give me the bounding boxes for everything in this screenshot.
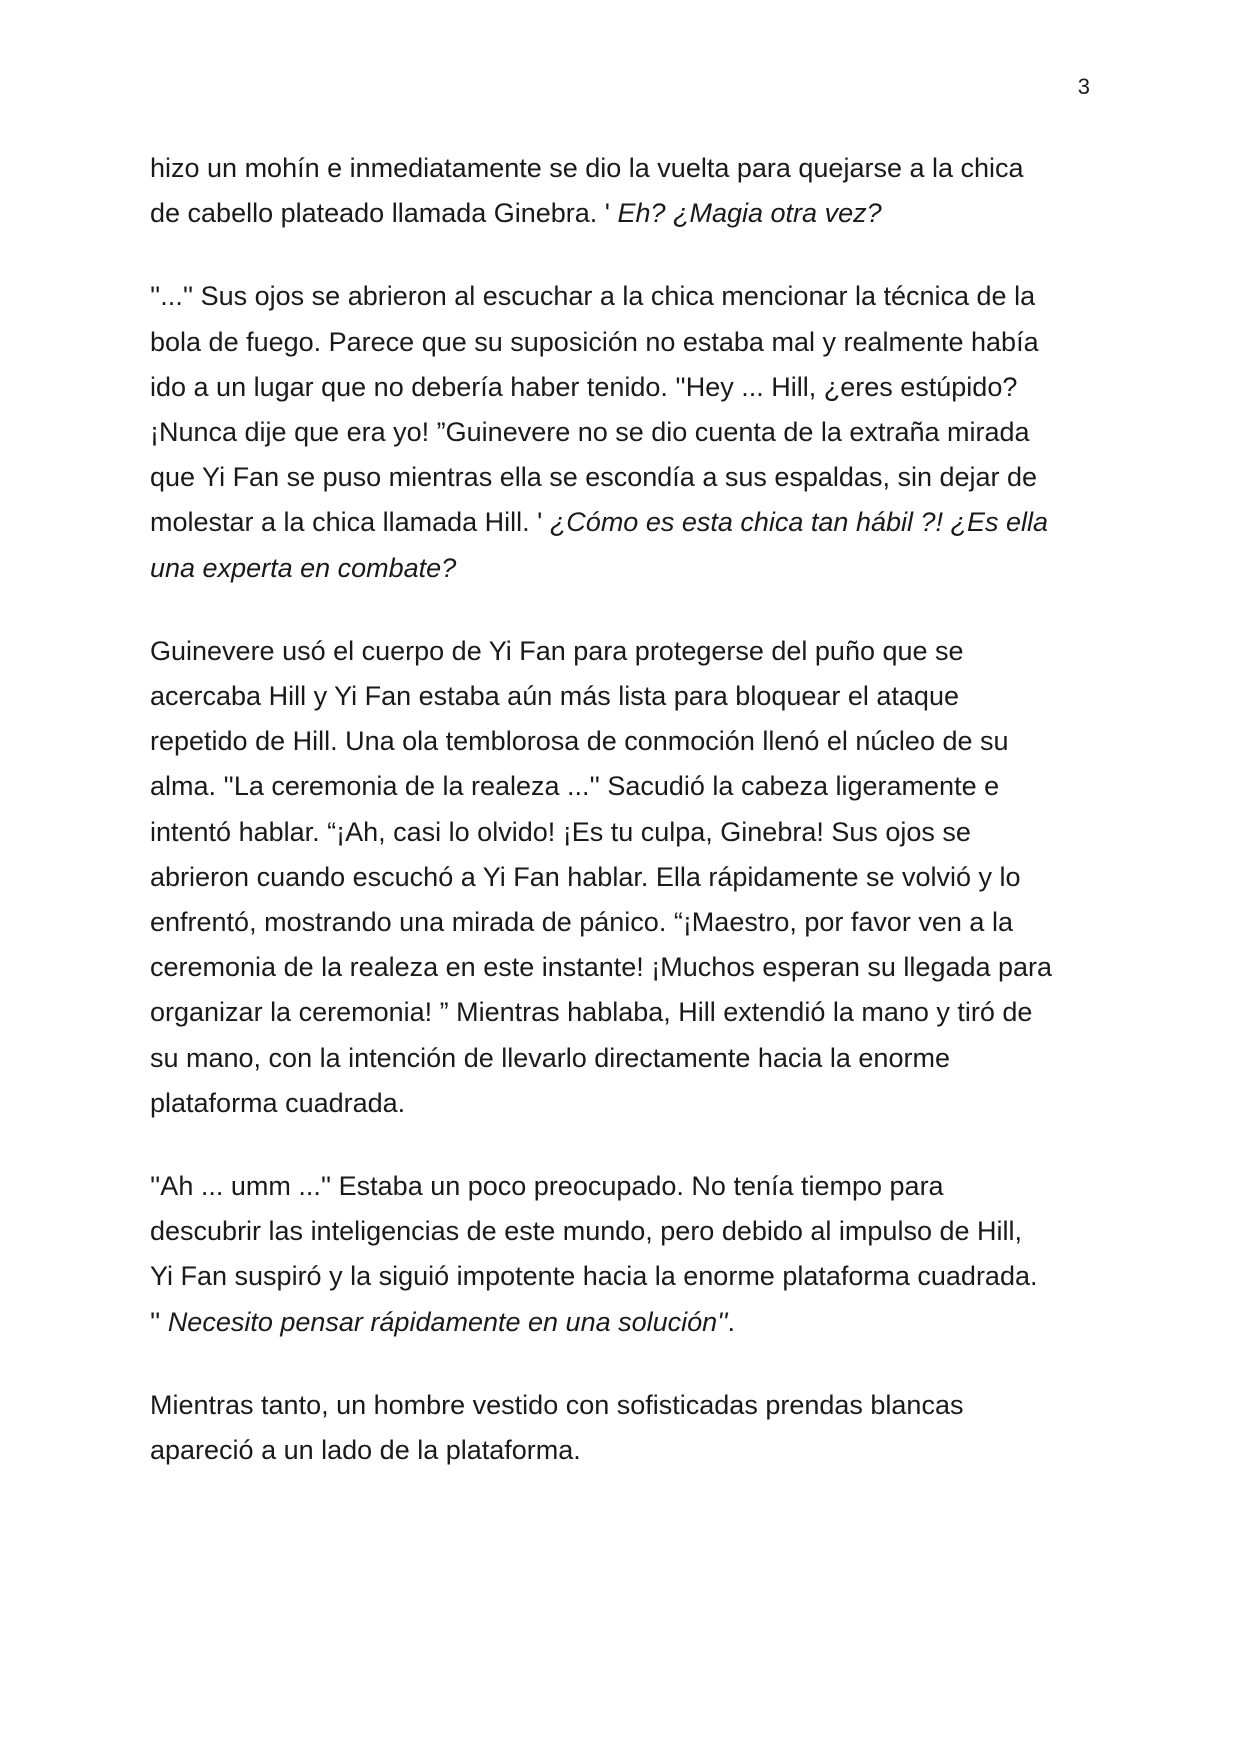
text-line xyxy=(150,191,1096,236)
text-line xyxy=(150,1428,1096,1473)
text-line xyxy=(150,320,1096,365)
text-run: ido a un lugar que no debería haber tenido. ''Hey ... Hill, ¿eres estúpido? xyxy=(150,371,1018,402)
text-run: que Yi Fan se puso mientras ella se escondía a sus espaldas, sin dejar de xyxy=(150,462,1038,493)
text-line xyxy=(150,546,1096,591)
text-line xyxy=(150,1209,1096,1254)
text-run: abrieron cuando escuchó a Yi Fan hablar. Ella rápidamente se volvió y lo xyxy=(150,861,1021,892)
text-run: apareció a un lado de la plataforma. xyxy=(150,1435,581,1466)
text-run: su mano, con la intención de llevarlo directamente hacia la enorme xyxy=(150,1042,950,1073)
text-run: '' xyxy=(150,1306,168,1337)
text-run: ceremonia de la realeza en este instante! ¡Muchos esperan su llegada para xyxy=(150,952,1053,983)
text-line xyxy=(150,945,1096,990)
text-run: bola de fuego. Parece que su suposición no estaba mal y realmente había xyxy=(150,326,1039,357)
text-run: acercaba Hill y Yi Fan estaba aún más lista para bloquear el ataque xyxy=(150,681,959,712)
text-run: molestar a la chica llamada Hill. ' xyxy=(150,507,550,538)
text-line xyxy=(150,1254,1096,1299)
text-line xyxy=(150,365,1096,410)
text-run: organizar la ceremonia! ” Mientras hablaba, Hill extendió la mano y tiró de xyxy=(150,997,1033,1028)
text-line xyxy=(150,1383,1096,1428)
text-line xyxy=(150,629,1096,674)
italic-text: una experta en combate? xyxy=(150,552,457,583)
text-run: ''Ah ... umm ...'' Estaba un poco preocupado. No tenía tiempo para xyxy=(150,1171,944,1202)
text-line xyxy=(150,1300,1096,1345)
text-line xyxy=(150,274,1096,319)
text-run: Yi Fan suspiró y la siguió impotente hacia la enorme plataforma cuadrada. xyxy=(150,1261,1038,1292)
italic-text: Necesito pensar rápidamente en una solución'' xyxy=(167,1306,728,1337)
text-line xyxy=(150,410,1096,455)
text-line xyxy=(150,455,1096,500)
paragraph xyxy=(150,146,1096,236)
text-line xyxy=(150,500,1096,545)
text-line xyxy=(150,990,1096,1035)
paragraph xyxy=(150,274,1096,590)
page-number: 3 xyxy=(1077,74,1090,99)
paragraph xyxy=(150,629,1096,1126)
text-run: intentó hablar. “¡Ah, casi lo olvido! ¡Es tu culpa, Ginebra! Sus ojos se xyxy=(150,816,971,847)
text-run: descubrir las inteligencias de este mundo, pero debido al impulso de Hill, xyxy=(150,1216,1022,1247)
text-line xyxy=(150,900,1096,945)
text-line xyxy=(150,764,1096,809)
text-run: repetido de Hill. Una ola temblorosa de conmoción llenó el núcleo de su xyxy=(150,726,1009,757)
text-line xyxy=(150,1164,1096,1209)
text-run: de cabello plateado llamada Ginebra. ' xyxy=(150,198,618,229)
text-run: ''...'' Sus ojos se abrieron al escuchar a la chica mencionar la técnica de la xyxy=(150,281,1036,312)
text-run: hizo un mohín e inmediatamente se dio la vuelta para quejarse a la chica xyxy=(150,153,1024,183)
text-run: . xyxy=(727,1306,735,1337)
text-line xyxy=(150,1081,1096,1126)
document-body xyxy=(150,146,1096,1511)
text-run: Guinevere usó el cuerpo de Yi Fan para protegerse del puño que se xyxy=(150,635,964,666)
italic-text: ¿Cómo es esta chica tan hábil ?! ¿Es ella xyxy=(549,507,1049,538)
paragraph xyxy=(150,1383,1096,1473)
text-line xyxy=(150,719,1096,764)
text-line xyxy=(150,674,1096,719)
text-line xyxy=(150,146,1096,191)
text-line xyxy=(150,1036,1096,1081)
text-run: plataforma cuadrada. xyxy=(150,1087,406,1118)
text-run: enfrentó, mostrando una mirada de pánico. “¡Maestro, por favor ven a la xyxy=(150,907,1013,938)
paragraph xyxy=(150,1164,1096,1345)
text-run: ¡Nunca dije que era yo! ”Guinevere no se dio cuenta de la extraña mirada xyxy=(150,417,1030,448)
text-run: alma. ''La ceremonia de la realeza ...'' Sacudió la cabeza ligeramente e xyxy=(150,771,1000,802)
text-line xyxy=(150,855,1096,900)
italic-text: Eh? ¿Magia otra vez? xyxy=(617,198,882,229)
text-run: Mientras tanto, un hombre vestido con sofisticadas prendas blancas xyxy=(150,1389,964,1420)
text-line xyxy=(150,810,1096,855)
